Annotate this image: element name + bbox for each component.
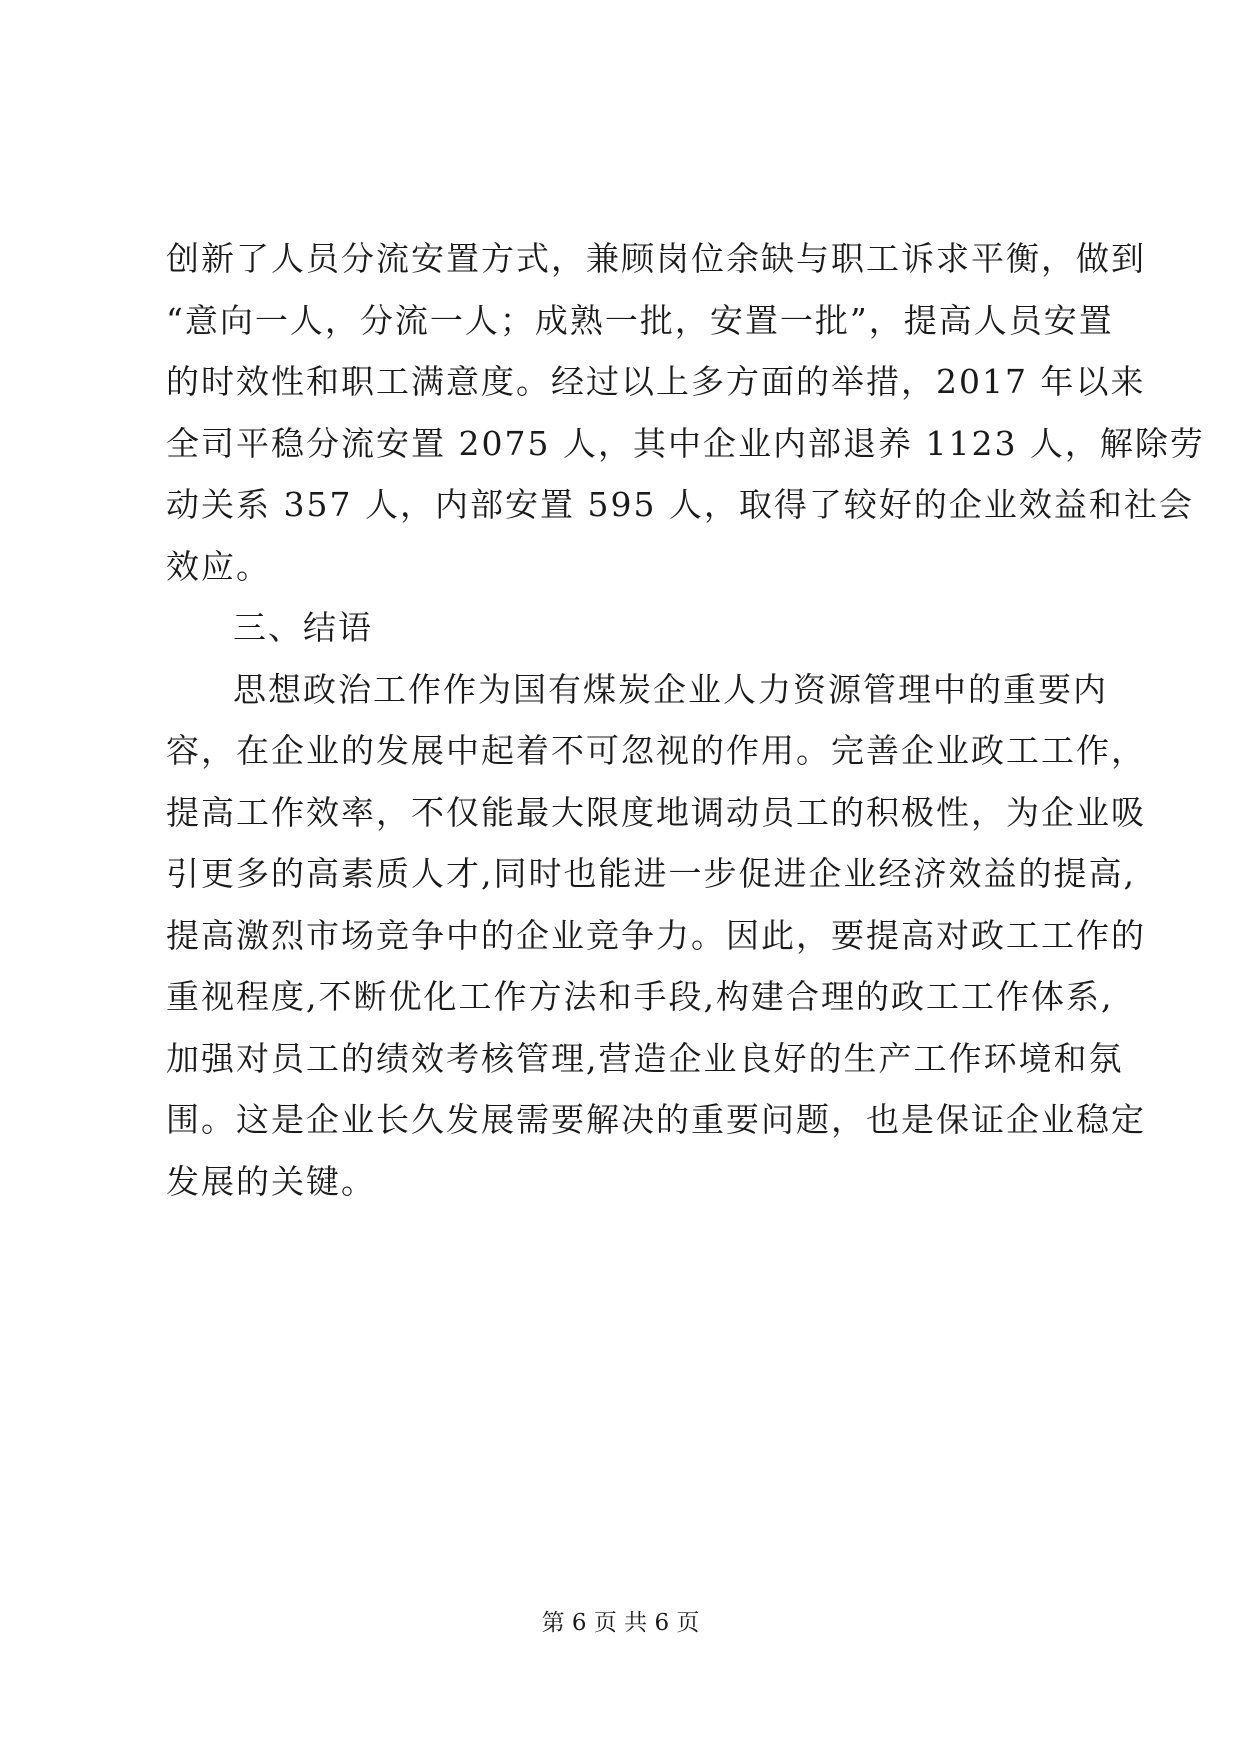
text-line: 容，在企业的发展中起着不可忽视的作用。完善企业政工工作， [166, 731, 1146, 770]
text-line: 加强对员工的绩效考核管理,营造企业良好的生产工作环境和氛 [166, 1038, 1124, 1078]
text-line: 思想政治工作作为国有煤炭企业人力资源管理中的重要内 [233, 669, 1108, 709]
text-line: “意向一人，分流一人；成熟一批，安置一批”，提高人员安置 [166, 300, 1114, 340]
text-line: 创新了人员分流安置方式，兼顾岗位余缺与职工诉求平衡，做到 [166, 239, 1146, 278]
section-heading: 三、结语 [233, 608, 373, 647]
text-line: 全司平稳分流安置 2075 人，其中企业内部退养 1123 人，解除劳 [166, 423, 1205, 463]
text-line: 发展的关键。 [166, 1161, 376, 1201]
text-line: 引更多的高素质人才,同时也能进一步促进企业经济效益的提高, [166, 854, 1136, 893]
text-line: 提高激烈市场竞争中的企业竞争力。因此，要提高对政工工作的 [166, 915, 1146, 955]
paragraph-continuation [166, 228, 1205, 597]
text-line: 围。这是企业长久发展需要解决的重要问题，也是保证企业稳定 [166, 1100, 1146, 1139]
text-line: 效应。 [166, 546, 271, 586]
document-body [166, 228, 1205, 1212]
page-number-footer: 第 6 页 共 6 页 [541, 1610, 700, 1636]
paragraph-conclusion [166, 659, 1146, 1213]
text-line: 提高工作效率，不仅能最大限度地调动员工的积极性，为企业吸 [166, 792, 1146, 832]
text-line: 动关系 357 人，内部安置 595 人，取得了较好的企业效益和社会 [166, 485, 1194, 524]
text-line: 重视程度,不断优化工作方法和手段,构建合理的政工工作体系, [166, 977, 1114, 1016]
text-line: 的时效性和职工满意度。经过以上多方面的举措，2017 年以来 [166, 362, 1146, 401]
